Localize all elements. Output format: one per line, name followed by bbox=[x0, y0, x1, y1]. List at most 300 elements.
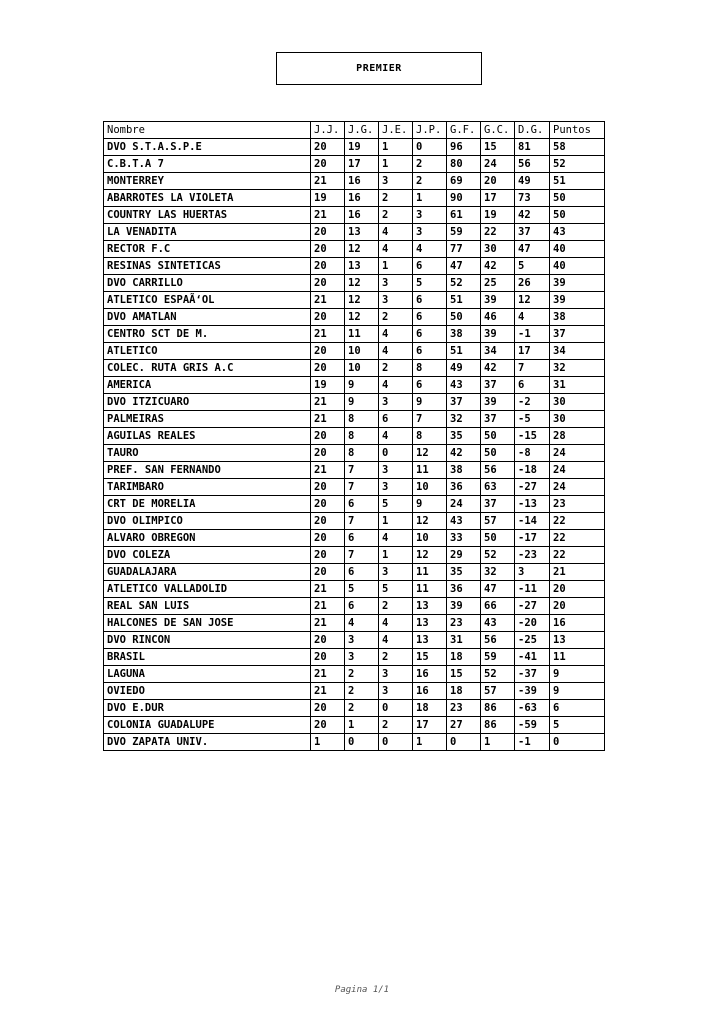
stat-cell: 43 bbox=[550, 224, 605, 241]
stat-cell: 9 bbox=[413, 496, 447, 513]
stat-cell: 4 bbox=[379, 241, 413, 258]
column-header: G.F. bbox=[447, 122, 481, 139]
table-row bbox=[104, 139, 605, 156]
stat-cell: 77 bbox=[447, 241, 481, 258]
stat-cell: 6 bbox=[345, 598, 379, 615]
stat-cell: 20 bbox=[311, 360, 345, 377]
stat-cell: 20 bbox=[311, 717, 345, 734]
stat-cell: 52 bbox=[481, 666, 515, 683]
stat-cell: 30 bbox=[481, 241, 515, 258]
stat-cell: 6 bbox=[345, 564, 379, 581]
stat-cell: 42 bbox=[515, 207, 550, 224]
stat-cell: 43 bbox=[447, 513, 481, 530]
stat-cell: 12 bbox=[515, 292, 550, 309]
stat-cell: 16 bbox=[345, 173, 379, 190]
stat-cell: 1 bbox=[379, 139, 413, 156]
stat-cell: 17 bbox=[413, 717, 447, 734]
stat-cell: 20 bbox=[481, 173, 515, 190]
stat-cell: 4 bbox=[515, 309, 550, 326]
stat-cell: 4 bbox=[379, 428, 413, 445]
team-name-cell: CRT DE MORELIA bbox=[104, 496, 311, 513]
column-header: J.G. bbox=[345, 122, 379, 139]
stat-cell: -5 bbox=[515, 411, 550, 428]
stat-cell: 7 bbox=[345, 513, 379, 530]
stat-cell: 2 bbox=[345, 700, 379, 717]
team-name-cell: ATLETICO bbox=[104, 343, 311, 360]
stat-cell: -27 bbox=[515, 598, 550, 615]
table-row bbox=[104, 309, 605, 326]
stat-cell: 42 bbox=[481, 360, 515, 377]
table-row bbox=[104, 513, 605, 530]
stat-cell: 30 bbox=[550, 394, 605, 411]
stat-cell: 3 bbox=[345, 649, 379, 666]
stat-cell: 13 bbox=[345, 224, 379, 241]
stat-cell: 21 bbox=[311, 666, 345, 683]
stat-cell: 19 bbox=[345, 139, 379, 156]
stat-cell: 96 bbox=[447, 139, 481, 156]
stat-cell: 11 bbox=[413, 581, 447, 598]
table-row bbox=[104, 394, 605, 411]
stat-cell: 17 bbox=[481, 190, 515, 207]
stat-cell: 5 bbox=[379, 581, 413, 598]
team-name-cell: DVO AMATLAN bbox=[104, 309, 311, 326]
stat-cell: 12 bbox=[345, 309, 379, 326]
stat-cell: 16 bbox=[413, 666, 447, 683]
stat-cell: 58 bbox=[550, 139, 605, 156]
stat-cell: 25 bbox=[481, 275, 515, 292]
table-row bbox=[104, 445, 605, 462]
stat-cell: 24 bbox=[550, 479, 605, 496]
stat-cell: 80 bbox=[447, 156, 481, 173]
stat-cell: 19 bbox=[311, 190, 345, 207]
stat-cell: 26 bbox=[515, 275, 550, 292]
stat-cell: 12 bbox=[413, 547, 447, 564]
stat-cell: 12 bbox=[345, 292, 379, 309]
stat-cell: 6 bbox=[413, 258, 447, 275]
table-row bbox=[104, 547, 605, 564]
stat-cell: 86 bbox=[481, 700, 515, 717]
stat-cell: 1 bbox=[413, 190, 447, 207]
stat-cell: 23 bbox=[447, 615, 481, 632]
stat-cell: 4 bbox=[379, 632, 413, 649]
stat-cell: 2 bbox=[379, 598, 413, 615]
stat-cell: 38 bbox=[447, 326, 481, 343]
stat-cell: 20 bbox=[311, 224, 345, 241]
table-row bbox=[104, 717, 605, 734]
stat-cell: 22 bbox=[550, 530, 605, 547]
stat-cell: 3 bbox=[413, 207, 447, 224]
column-header: J.E. bbox=[379, 122, 413, 139]
stat-cell: 3 bbox=[379, 666, 413, 683]
stat-cell: 40 bbox=[550, 241, 605, 258]
stat-cell: 11 bbox=[413, 462, 447, 479]
stat-cell: 20 bbox=[311, 564, 345, 581]
stat-cell: 11 bbox=[413, 564, 447, 581]
stat-cell: 37 bbox=[550, 326, 605, 343]
stat-cell: 2 bbox=[379, 360, 413, 377]
stat-cell: 20 bbox=[311, 530, 345, 547]
stat-cell: 8 bbox=[413, 428, 447, 445]
team-name-cell: TARIMBARO bbox=[104, 479, 311, 496]
stat-cell: 39 bbox=[481, 326, 515, 343]
table-row bbox=[104, 666, 605, 683]
stat-cell: 18 bbox=[447, 649, 481, 666]
stat-cell: 17 bbox=[515, 343, 550, 360]
stat-cell: 51 bbox=[447, 292, 481, 309]
table-row bbox=[104, 530, 605, 547]
stat-cell: 31 bbox=[550, 377, 605, 394]
team-name-cell: PALMEIRAS bbox=[104, 411, 311, 428]
stat-cell: 56 bbox=[515, 156, 550, 173]
stat-cell: 42 bbox=[481, 258, 515, 275]
stat-cell: 32 bbox=[481, 564, 515, 581]
stat-cell: 2 bbox=[379, 190, 413, 207]
stat-cell: 38 bbox=[447, 462, 481, 479]
table-row bbox=[104, 258, 605, 275]
column-header: G.C. bbox=[481, 122, 515, 139]
stat-cell: 32 bbox=[447, 411, 481, 428]
stat-cell: 21 bbox=[311, 462, 345, 479]
team-name-cell: DVO COLEZA bbox=[104, 547, 311, 564]
stat-cell: 40 bbox=[550, 258, 605, 275]
stat-cell: 42 bbox=[447, 445, 481, 462]
stat-cell: 35 bbox=[447, 428, 481, 445]
stat-cell: 6 bbox=[345, 496, 379, 513]
stat-cell: 32 bbox=[550, 360, 605, 377]
stat-cell: 9 bbox=[345, 394, 379, 411]
stat-cell: 0 bbox=[447, 734, 481, 751]
stat-cell: 21 bbox=[550, 564, 605, 581]
stat-cell: 15 bbox=[447, 666, 481, 683]
table-row bbox=[104, 462, 605, 479]
stat-cell: 4 bbox=[379, 530, 413, 547]
stat-cell: 12 bbox=[413, 513, 447, 530]
team-name-cell: LAGUNA bbox=[104, 666, 311, 683]
stat-cell: 66 bbox=[481, 598, 515, 615]
stat-cell: -13 bbox=[515, 496, 550, 513]
stat-cell: 2 bbox=[345, 683, 379, 700]
stat-cell: 23 bbox=[447, 700, 481, 717]
team-name-cell: COLONIA GUADALUPE bbox=[104, 717, 311, 734]
team-name-cell: REAL SAN LUIS bbox=[104, 598, 311, 615]
stat-cell: 39 bbox=[550, 275, 605, 292]
stat-cell: 37 bbox=[515, 224, 550, 241]
stat-cell: 20 bbox=[311, 241, 345, 258]
stat-cell: 2 bbox=[345, 666, 379, 683]
stat-cell: 50 bbox=[481, 445, 515, 462]
stat-cell: 56 bbox=[481, 462, 515, 479]
stat-cell: 6 bbox=[550, 700, 605, 717]
stat-cell: 7 bbox=[345, 462, 379, 479]
stat-cell: 50 bbox=[481, 530, 515, 547]
stat-cell: 5 bbox=[550, 717, 605, 734]
team-name-cell: PREF. SAN FERNANDO bbox=[104, 462, 311, 479]
stat-cell: 21 bbox=[311, 411, 345, 428]
stat-cell: -20 bbox=[515, 615, 550, 632]
stat-cell: 11 bbox=[345, 326, 379, 343]
stat-cell: 28 bbox=[550, 428, 605, 445]
stat-cell: -1 bbox=[515, 326, 550, 343]
stat-cell: 6 bbox=[413, 292, 447, 309]
stat-cell: 10 bbox=[413, 530, 447, 547]
stat-cell: -25 bbox=[515, 632, 550, 649]
stat-cell: 10 bbox=[345, 360, 379, 377]
stat-cell: 47 bbox=[481, 581, 515, 598]
stat-cell: 20 bbox=[311, 479, 345, 496]
stat-cell: 9 bbox=[413, 394, 447, 411]
stat-cell: 6 bbox=[413, 326, 447, 343]
stat-cell: 13 bbox=[550, 632, 605, 649]
table-row bbox=[104, 190, 605, 207]
stat-cell: 1 bbox=[481, 734, 515, 751]
stat-cell: 20 bbox=[311, 513, 345, 530]
stat-cell: 7 bbox=[515, 360, 550, 377]
stat-cell: 0 bbox=[413, 139, 447, 156]
stat-cell: -27 bbox=[515, 479, 550, 496]
table-row bbox=[104, 411, 605, 428]
stat-cell: 6 bbox=[345, 530, 379, 547]
stat-cell: 39 bbox=[481, 292, 515, 309]
stat-cell: 3 bbox=[413, 224, 447, 241]
table-row bbox=[104, 326, 605, 343]
team-name-cell: ATLETICO ESPAÃ‘OL bbox=[104, 292, 311, 309]
stat-cell: 90 bbox=[447, 190, 481, 207]
stat-cell: 3 bbox=[515, 564, 550, 581]
stat-cell: 39 bbox=[447, 598, 481, 615]
stat-cell: 6 bbox=[379, 411, 413, 428]
stat-cell: 5 bbox=[345, 581, 379, 598]
stat-cell: 22 bbox=[550, 513, 605, 530]
table-row bbox=[104, 479, 605, 496]
stat-cell: 37 bbox=[447, 394, 481, 411]
stat-cell: 6 bbox=[515, 377, 550, 394]
stat-cell: 29 bbox=[447, 547, 481, 564]
stat-cell: 4 bbox=[345, 615, 379, 632]
stat-cell: -18 bbox=[515, 462, 550, 479]
page-footer: Pagina 1/1 bbox=[334, 985, 390, 995]
stat-cell: 19 bbox=[311, 377, 345, 394]
stat-cell: 3 bbox=[379, 683, 413, 700]
stat-cell: 37 bbox=[481, 377, 515, 394]
team-name-cell: ABARROTES LA VIOLETA bbox=[104, 190, 311, 207]
stat-cell: 20 bbox=[311, 445, 345, 462]
table-row bbox=[104, 428, 605, 445]
stat-cell: 1 bbox=[379, 258, 413, 275]
stat-cell: 12 bbox=[345, 241, 379, 258]
stat-cell: 12 bbox=[345, 275, 379, 292]
stat-cell: 16 bbox=[345, 190, 379, 207]
column-header: D.G. bbox=[515, 122, 550, 139]
stat-cell: 86 bbox=[481, 717, 515, 734]
stat-cell: 11 bbox=[550, 649, 605, 666]
stat-cell: 20 bbox=[311, 632, 345, 649]
stat-cell: 15 bbox=[413, 649, 447, 666]
stat-cell: 57 bbox=[481, 683, 515, 700]
stat-cell: 20 bbox=[311, 309, 345, 326]
stat-cell: 20 bbox=[311, 156, 345, 173]
stat-cell: 1 bbox=[379, 156, 413, 173]
stat-cell: 9 bbox=[550, 666, 605, 683]
table-row bbox=[104, 292, 605, 309]
stat-cell: 6 bbox=[413, 309, 447, 326]
stat-cell: 21 bbox=[311, 173, 345, 190]
table-header-row bbox=[104, 122, 605, 139]
stat-cell: 8 bbox=[345, 445, 379, 462]
stat-cell: 36 bbox=[447, 479, 481, 496]
stat-cell: 59 bbox=[481, 649, 515, 666]
stat-cell: 8 bbox=[345, 428, 379, 445]
stat-cell: -11 bbox=[515, 581, 550, 598]
stat-cell: 10 bbox=[345, 343, 379, 360]
stat-cell: 3 bbox=[379, 394, 413, 411]
team-name-cell: DVO RINCON bbox=[104, 632, 311, 649]
stat-cell: 6 bbox=[413, 377, 447, 394]
stat-cell: 47 bbox=[515, 241, 550, 258]
stat-cell: 21 bbox=[311, 683, 345, 700]
stat-cell: 13 bbox=[345, 258, 379, 275]
table-row bbox=[104, 275, 605, 292]
stat-cell: 17 bbox=[345, 156, 379, 173]
stat-cell: 4 bbox=[379, 343, 413, 360]
table-row bbox=[104, 241, 605, 258]
stat-cell: 19 bbox=[481, 207, 515, 224]
team-name-cell: TAURO bbox=[104, 445, 311, 462]
stat-cell: -63 bbox=[515, 700, 550, 717]
stat-cell: 20 bbox=[311, 275, 345, 292]
team-name-cell: DVO ITZICUARO bbox=[104, 394, 311, 411]
stat-cell: -39 bbox=[515, 683, 550, 700]
stat-cell: 24 bbox=[550, 445, 605, 462]
stat-cell: 22 bbox=[481, 224, 515, 241]
stat-cell: 20 bbox=[311, 343, 345, 360]
stat-cell: 16 bbox=[550, 615, 605, 632]
stat-cell: 21 bbox=[311, 292, 345, 309]
stat-cell: 21 bbox=[311, 207, 345, 224]
stat-cell: -1 bbox=[515, 734, 550, 751]
stat-cell: 52 bbox=[481, 547, 515, 564]
stat-cell: 1 bbox=[379, 513, 413, 530]
stat-cell: 21 bbox=[311, 615, 345, 632]
stat-cell: 69 bbox=[447, 173, 481, 190]
stat-cell: 9 bbox=[550, 683, 605, 700]
stat-cell: 51 bbox=[447, 343, 481, 360]
stat-cell: 50 bbox=[447, 309, 481, 326]
stat-cell: 18 bbox=[413, 700, 447, 717]
team-name-cell: ATLETICO VALLADOLID bbox=[104, 581, 311, 598]
team-name-cell: ALVARO OBREGON bbox=[104, 530, 311, 547]
stat-cell: 63 bbox=[481, 479, 515, 496]
stat-cell: 2 bbox=[413, 156, 447, 173]
stat-cell: 43 bbox=[481, 615, 515, 632]
stat-cell: 20 bbox=[311, 700, 345, 717]
stat-cell: 3 bbox=[345, 632, 379, 649]
team-name-cell: DVO E.DUR bbox=[104, 700, 311, 717]
team-name-cell: COUNTRY LAS HUERTAS bbox=[104, 207, 311, 224]
stat-cell: 1 bbox=[345, 717, 379, 734]
team-name-cell: C.B.T.A 7 bbox=[104, 156, 311, 173]
stat-cell: -14 bbox=[515, 513, 550, 530]
stat-cell: -37 bbox=[515, 666, 550, 683]
standings-table bbox=[103, 121, 605, 751]
stat-cell: 1 bbox=[413, 734, 447, 751]
stat-cell: 30 bbox=[550, 411, 605, 428]
stat-cell: 20 bbox=[311, 649, 345, 666]
stat-cell: 3 bbox=[379, 275, 413, 292]
team-name-cell: CENTRO SCT DE M. bbox=[104, 326, 311, 343]
stat-cell: 35 bbox=[447, 564, 481, 581]
stat-cell: 61 bbox=[447, 207, 481, 224]
stat-cell: 8 bbox=[345, 411, 379, 428]
stat-cell: -41 bbox=[515, 649, 550, 666]
stat-cell: 20 bbox=[550, 598, 605, 615]
stat-cell: 0 bbox=[379, 734, 413, 751]
column-header: Nombre bbox=[104, 122, 311, 139]
stat-cell: 39 bbox=[481, 394, 515, 411]
stat-cell: 16 bbox=[345, 207, 379, 224]
stat-cell: 31 bbox=[447, 632, 481, 649]
stat-cell: 4 bbox=[379, 224, 413, 241]
table-row bbox=[104, 564, 605, 581]
table-row bbox=[104, 598, 605, 615]
stat-cell: 7 bbox=[345, 547, 379, 564]
stat-cell: 3 bbox=[379, 479, 413, 496]
stat-cell: 5 bbox=[413, 275, 447, 292]
table-body bbox=[104, 139, 605, 751]
stat-cell: 27 bbox=[447, 717, 481, 734]
column-header: J.J. bbox=[311, 122, 345, 139]
stat-cell: 13 bbox=[413, 598, 447, 615]
team-name-cell: GUADALAJARA bbox=[104, 564, 311, 581]
stat-cell: 2 bbox=[379, 717, 413, 734]
team-name-cell: COLEC. RUTA GRIS A.C bbox=[104, 360, 311, 377]
stat-cell: -59 bbox=[515, 717, 550, 734]
stat-cell: 13 bbox=[413, 632, 447, 649]
table-row bbox=[104, 615, 605, 632]
stat-cell: 34 bbox=[481, 343, 515, 360]
stat-cell: 50 bbox=[550, 190, 605, 207]
table-row bbox=[104, 156, 605, 173]
table-row bbox=[104, 649, 605, 666]
stat-cell: 73 bbox=[515, 190, 550, 207]
table-row bbox=[104, 224, 605, 241]
table-row bbox=[104, 207, 605, 224]
stat-cell: 21 bbox=[311, 598, 345, 615]
column-header: Puntos bbox=[550, 122, 605, 139]
stat-cell: 43 bbox=[447, 377, 481, 394]
stat-cell: 4 bbox=[413, 241, 447, 258]
stat-cell: -8 bbox=[515, 445, 550, 462]
stat-cell: 0 bbox=[379, 445, 413, 462]
stat-cell: 49 bbox=[447, 360, 481, 377]
stat-cell: 51 bbox=[550, 173, 605, 190]
stat-cell: 56 bbox=[481, 632, 515, 649]
stat-cell: 20 bbox=[311, 547, 345, 564]
stat-cell: 2 bbox=[379, 309, 413, 326]
stat-cell: 33 bbox=[447, 530, 481, 547]
stat-cell: 20 bbox=[550, 581, 605, 598]
table-row bbox=[104, 632, 605, 649]
stat-cell: 81 bbox=[515, 139, 550, 156]
table-row bbox=[104, 700, 605, 717]
stat-cell: 2 bbox=[379, 207, 413, 224]
stat-cell: 4 bbox=[379, 326, 413, 343]
table-row bbox=[104, 360, 605, 377]
stat-cell: 0 bbox=[379, 700, 413, 717]
stat-cell: 38 bbox=[550, 309, 605, 326]
column-header: J.P. bbox=[413, 122, 447, 139]
stat-cell: 46 bbox=[481, 309, 515, 326]
stat-cell: -23 bbox=[515, 547, 550, 564]
